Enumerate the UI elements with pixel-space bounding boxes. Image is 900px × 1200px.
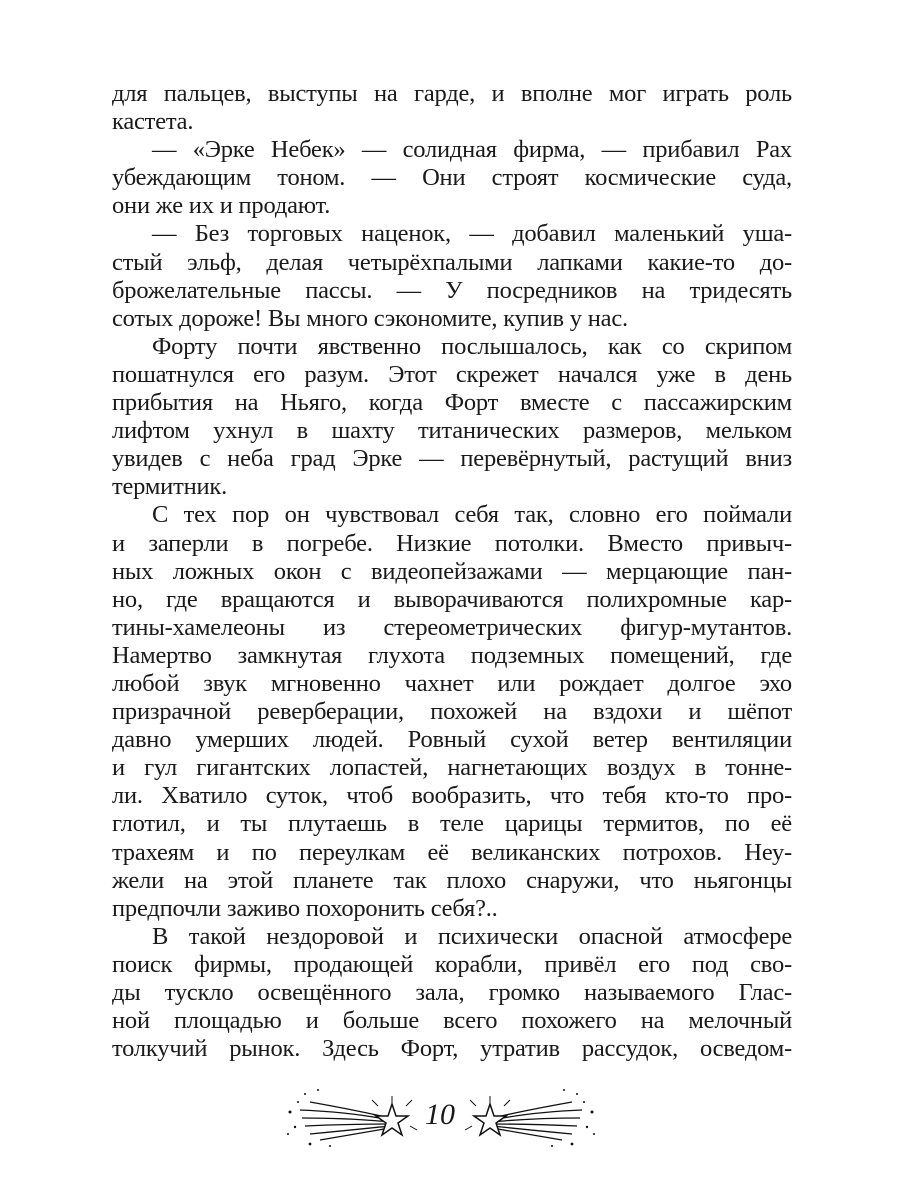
text-line: Форту почти явственно послышалось, как со скрипом — [152, 332, 792, 360]
text-line: кастета. — [112, 108, 194, 136]
text-line: они же их и продают. — [112, 192, 331, 220]
text-line: ной площадью и больше всего похожего на мелочный — [112, 1007, 792, 1035]
text-line: ных ложных окон с видеопейзажами — мерцающие пан- — [112, 557, 792, 585]
text-line: поиск фирмы, продающей корабли, привёл его под сво- — [112, 950, 792, 978]
text-line: ды тускло освещённого зала, громко называемого Глас- — [112, 979, 792, 1006]
text-line: предпочли заживо похоронить себя?.. — [112, 894, 498, 922]
text-line: призрачной реверберации, похожей на вздохи и шёпот — [112, 698, 792, 726]
text-line: тины-хамелеоны из стереометрических фигур-мутантов. — [112, 613, 792, 641]
text-line: толкучий рынок. Здесь Форт, утратив рассудок, осведом- — [112, 1035, 792, 1063]
text-line: но, где вращаются и выворачиваются полихромные кар- — [112, 585, 792, 613]
text-line: пошатнулся его разум. Этот скрежет начался уже в день — [112, 360, 792, 388]
text-line: для пальцев, выступы на гарде, и вполне мог играть роль — [112, 80, 792, 107]
text-line: увидев с неба град Эрке — перевёрнутый, растущий вниз — [112, 445, 792, 473]
text-line: — Без торговых наценок, — добавил маленький уша- — [152, 220, 792, 248]
text-line: ли. Хватило суток, чтоб вообразить, что тебя кто-то про- — [112, 782, 792, 810]
text-line: глотил, и ты плутаешь в теле царицы термитов, по её — [112, 810, 792, 838]
text-line: сотых дороже! Вы много сэкономите, купив у нас. — [112, 304, 628, 332]
text-line: трахеям и по переулкам её великанских потрохов. Неу- — [112, 838, 792, 866]
text-line: В такой нездоровой и психически опасной атмосфере — [152, 922, 792, 950]
text-line: термитник. — [112, 473, 228, 501]
text-line: убеждающим тоном. — Они строят космические суда, — [112, 164, 792, 192]
text-line: и заперли в погребе. Низкие потолки. Вместо привыч- — [112, 529, 792, 557]
text-line: и гул гигантских лопастей, нагнетающих воздух в тонне- — [112, 754, 792, 782]
text-line: давно умерших людей. Ровный сухой ветер вентиляции — [112, 726, 792, 754]
text-line: стый эльф, делая четырёхпалыми лапками какие-то до- — [112, 248, 792, 276]
text-line: любой звук мгновенно чахнет или рождает долгое эхо — [112, 669, 792, 697]
page-number: 10 — [425, 1098, 455, 1131]
text-line: — «Эрке Небек» — солидная фирма, — прибавил Рах — [152, 136, 792, 164]
left-star-ornament-icon — [280, 1082, 420, 1152]
body-text — [112, 80, 792, 1063]
text-line: жели на этой планете так плохо снаружи, что ньягонцы — [112, 866, 792, 894]
text-line: брожелательные пассы. — У посредников на тридесять — [112, 276, 792, 304]
page-footer — [0, 1082, 900, 1152]
right-star-ornament-icon — [462, 1082, 602, 1152]
text-line: Намертво замкнутая глухота подземных помещений, где — [112, 641, 792, 669]
text-line: С тех пор он чувствовал себя так, словно его поймали — [152, 501, 792, 529]
text-line: прибытия на Ньяго, когда Форт вместе с пассажирским — [112, 389, 792, 417]
text-line: лифтом ухнул в шахту титанических размеров, мельком — [112, 417, 792, 445]
